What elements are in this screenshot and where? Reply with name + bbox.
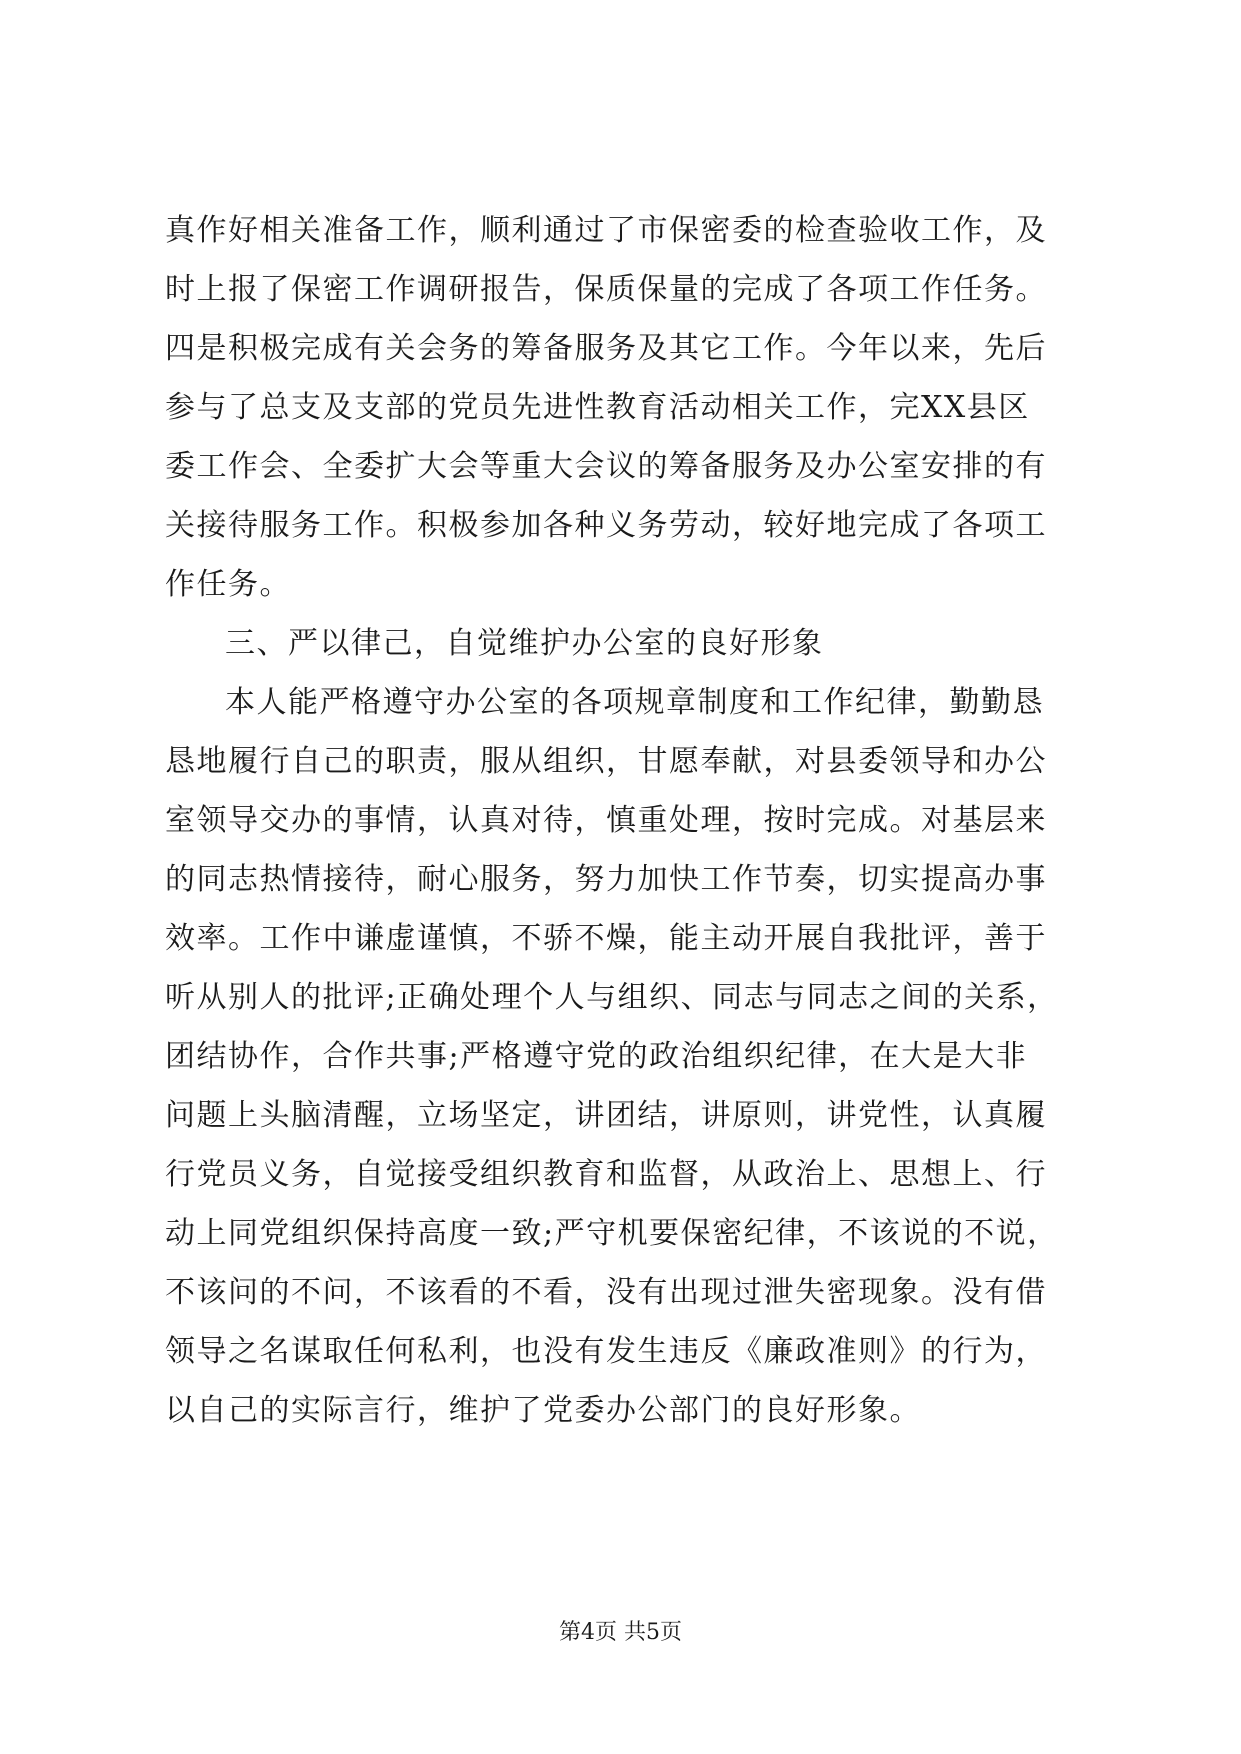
body-line: 效率。工作中谦虚谨慎，不骄不燥，能主动开展自我批评，善于 [165, 921, 1047, 956]
body-line: 委工作会、全委扩大会等重大会议的筹备服务及办公室安排的有 [165, 449, 1047, 484]
body-line: 的同志热情接待，耐心服务，努力加快工作节奏，切实提高办事 [165, 862, 1047, 897]
body-line: 听从别人的批评;正确处理个人与组织、同志与同志之间的关系， [165, 980, 1059, 1015]
body-line: 室领导交办的事情，认真对待，慎重处理，按时完成。对基层来 [165, 803, 1047, 838]
body-line: 团结协作，合作共事;严格遵守党的政治组织纪律，在大是大非 [165, 1039, 1028, 1074]
body-line: 问题上头脑清醒，立场坚定，讲团结，讲原则，讲党性，认真履 [165, 1098, 1047, 1133]
body-line: 不该问的不问，不该看的不看，没有出现过泄失密现象。没有借 [165, 1275, 1047, 1310]
body-line: 关接待服务工作。积极参加各种义务劳动，较好地完成了各项工 [165, 508, 1047, 543]
body-line: 领导之名谋取任何私利，也没有发生违反《廉政准则》的行为， [165, 1334, 1047, 1369]
body-line: 本人能严格遵守办公室的各项规章制度和工作纪律，勤勤恳 [225, 685, 1044, 720]
body-line: 行党员义务，自觉接受组织教育和监督，从政治上、思想上、行 [165, 1157, 1047, 1192]
body-line: 真作好相关准备工作，顺利通过了市保密委的检查验收工作，及 [165, 213, 1047, 248]
page-footer: 第4页 共5页 [559, 1620, 682, 1645]
body-line: 作任务。 [165, 567, 291, 602]
body-line: 四是积极完成有关会务的筹备服务及其它工作。今年以来，先后 [165, 331, 1047, 366]
section-heading: 三、严以律己，自觉维护办公室的良好形象 [225, 626, 824, 661]
body-line: 动上同党组织保持高度一致;严守机要保密纪律，不该说的不说， [165, 1216, 1059, 1251]
body-line: 参与了总支及支部的党员先进性教育活动相关工作，完XX县区 [165, 390, 1030, 425]
body-line: 恳地履行自己的职责，服从组织，甘愿奉献，对县委领导和办公 [165, 744, 1047, 779]
body-line: 以自己的实际言行，维护了党委办公部门的良好形象。 [165, 1393, 921, 1428]
body-line: 时上报了保密工作调研报告，保质保量的完成了各项工作任务。 [165, 272, 1047, 307]
